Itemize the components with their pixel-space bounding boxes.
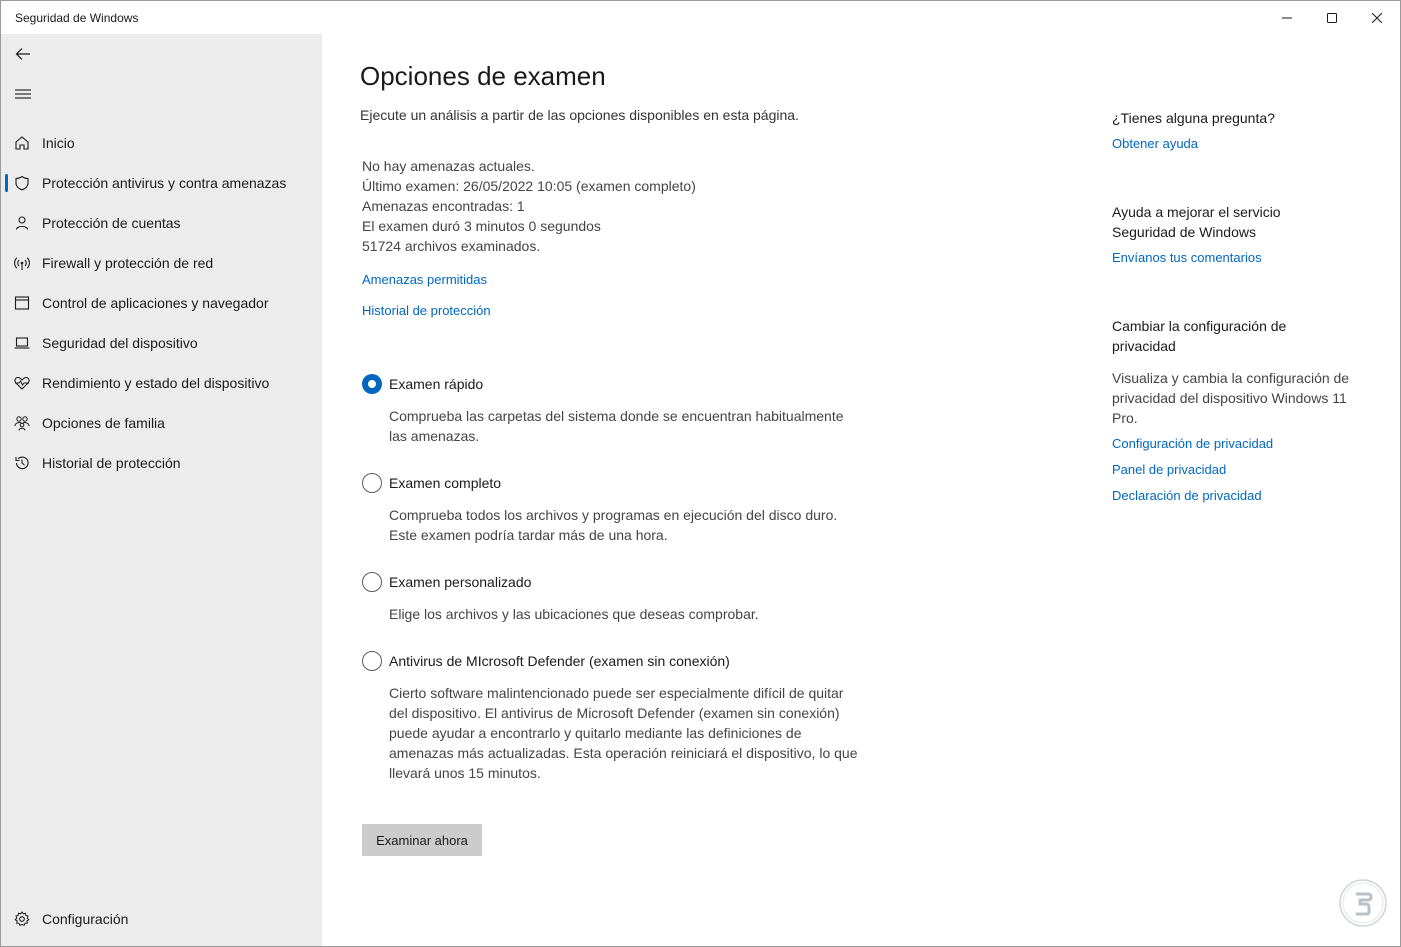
sidebar-item-app-browser-control[interactable] — [5, 285, 317, 321]
close-button[interactable] — [1354, 1, 1400, 34]
scan-option-full — [362, 472, 882, 545]
option-label[interactable]: Examen personalizado — [389, 574, 532, 590]
allowed-threats-link[interactable]: Amenazas permitidas — [362, 272, 487, 287]
scan-now-button[interactable]: Examinar ahora — [362, 824, 482, 856]
shield-icon — [14, 175, 30, 191]
sidebar-item-label: Rendimiento y estado del dispositivo — [42, 375, 270, 391]
family-icon — [14, 415, 30, 431]
app-window-icon — [14, 295, 30, 311]
privacy-dashboard-link[interactable]: Panel de privacidad — [1112, 462, 1227, 477]
sidebar-item-label: Protección de cuentas — [42, 215, 181, 231]
improve-section — [1112, 202, 1372, 268]
laptop-icon — [14, 335, 30, 351]
option-description: Cierto software malintencionado puede ser especialmente difícil de quitar del dispositivo. El antivirus de Microsoft Defender (examen sin conexión) puede ayudar a encontrarlo y quitarlo mediante las definiciones de amenazas más actualizadas. Esta operación reiniciará el dispositivo, lo que llevará unos 15 minutos. — [389, 685, 858, 781]
home-icon — [14, 135, 30, 151]
feedback-link[interactable]: Envíanos tus comentarios — [1112, 250, 1262, 265]
get-help-link[interactable]: Obtener ayuda — [1112, 136, 1199, 151]
page-subtitle: Ejecute un análisis a partir de las opciones disponibles en esta página. — [360, 107, 799, 123]
sidebar-item-family-options[interactable] — [5, 405, 317, 441]
offline-scan-radio[interactable] — [362, 651, 382, 671]
status-line: Último examen: 26/05/2022 10:05 (examen completo) — [362, 178, 696, 194]
sidebar-item-label: Seguridad del dispositivo — [42, 335, 198, 351]
back-button[interactable] — [7, 38, 39, 70]
privacy-text: Visualiza y cambia la configuración de privacidad del dispositivo Windows 11 Pro. — [1112, 370, 1350, 426]
sidebar-item-virus-protection[interactable] — [5, 165, 317, 201]
main-content — [322, 34, 1400, 946]
option-description: Comprueba las carpetas del sistema donde se encuentran habitualmente las amenazas. — [389, 408, 844, 444]
option-description: Comprueba todos los archivos y programas en ejecución del disco duro. Este examen podría tardar más de una hora. — [389, 507, 838, 543]
sidebar-item-settings[interactable] — [5, 901, 317, 937]
scan-option-quick — [362, 373, 882, 446]
person-icon — [14, 215, 30, 231]
privacy-title: Cambiar la configuración de privacidad — [1112, 318, 1287, 354]
scan-status — [362, 156, 696, 256]
heart-pulse-icon — [14, 375, 30, 391]
maximize-button[interactable] — [1309, 1, 1355, 34]
improve-title: Ayuda a mejorar el servicio Seguridad de Windows — [1112, 204, 1281, 240]
full-scan-radio[interactable] — [362, 473, 382, 493]
sidebar-item-home[interactable] — [5, 125, 317, 161]
sidebar-item-label: Protección antivirus y contra amenazas — [42, 175, 287, 191]
sidebar-item-label: Opciones de familia — [42, 415, 165, 431]
gear-icon — [14, 911, 30, 927]
window-title: Seguridad de Windows — [15, 11, 139, 25]
sidebar-item-protection-history[interactable] — [5, 445, 317, 481]
custom-scan-radio[interactable] — [362, 572, 382, 592]
option-label[interactable]: Examen completo — [389, 475, 502, 491]
scan-option-custom — [362, 571, 882, 624]
option-description: Elige los archivos y las ubicaciones que deseas comprobar. — [389, 606, 759, 622]
sidebar-item-label: Inicio — [42, 135, 75, 151]
maximize-icon — [1327, 13, 1337, 23]
history-icon — [14, 455, 30, 471]
sidebar — [1, 34, 322, 946]
watermark-logo-icon — [1338, 878, 1388, 928]
title-bar — [1, 1, 1400, 34]
question-section — [1112, 108, 1372, 154]
protection-history-link[interactable]: Historial de protección — [362, 303, 491, 318]
sidebar-item-label: Firewall y protección de red — [42, 255, 214, 271]
option-label[interactable]: Examen rápido — [389, 376, 484, 392]
sidebar-item-account-protection[interactable] — [5, 205, 317, 241]
privacy-section — [1112, 316, 1372, 506]
menu-button[interactable] — [7, 78, 39, 110]
sidebar-item-label: Control de aplicaciones y navegador — [42, 295, 269, 311]
minimize-button[interactable] — [1264, 1, 1310, 34]
wireless-icon — [14, 255, 30, 271]
close-icon — [1372, 13, 1382, 23]
quick-scan-radio[interactable] — [362, 374, 382, 394]
scan-option-offline — [362, 650, 882, 783]
page-title: Opciones de examen — [360, 61, 606, 91]
sidebar-item-firewall[interactable] — [5, 245, 317, 281]
minimize-icon — [1282, 13, 1292, 23]
status-line: Amenazas encontradas: 1 — [362, 198, 525, 214]
status-line: El examen duró 3 minutos 0 segundos — [362, 218, 601, 234]
hamburger-menu-icon — [15, 86, 31, 102]
sidebar-item-label: Historial de protección — [42, 455, 181, 471]
privacy-statement-link[interactable]: Declaración de privacidad — [1112, 488, 1262, 503]
status-line: No hay amenazas actuales. — [362, 158, 535, 174]
sidebar-item-device-performance[interactable] — [5, 365, 317, 401]
sidebar-item-device-security[interactable] — [5, 325, 317, 361]
settings-label: Configuración — [42, 911, 129, 927]
question-title: ¿Tienes alguna pregunta? — [1112, 110, 1275, 126]
privacy-settings-link[interactable]: Configuración de privacidad — [1112, 436, 1274, 451]
back-arrow-icon — [15, 46, 31, 62]
option-label[interactable]: Antivirus de MIcrosoft Defender (examen sin conexión) — [389, 653, 730, 669]
status-line: 51724 archivos examinados. — [362, 238, 541, 254]
